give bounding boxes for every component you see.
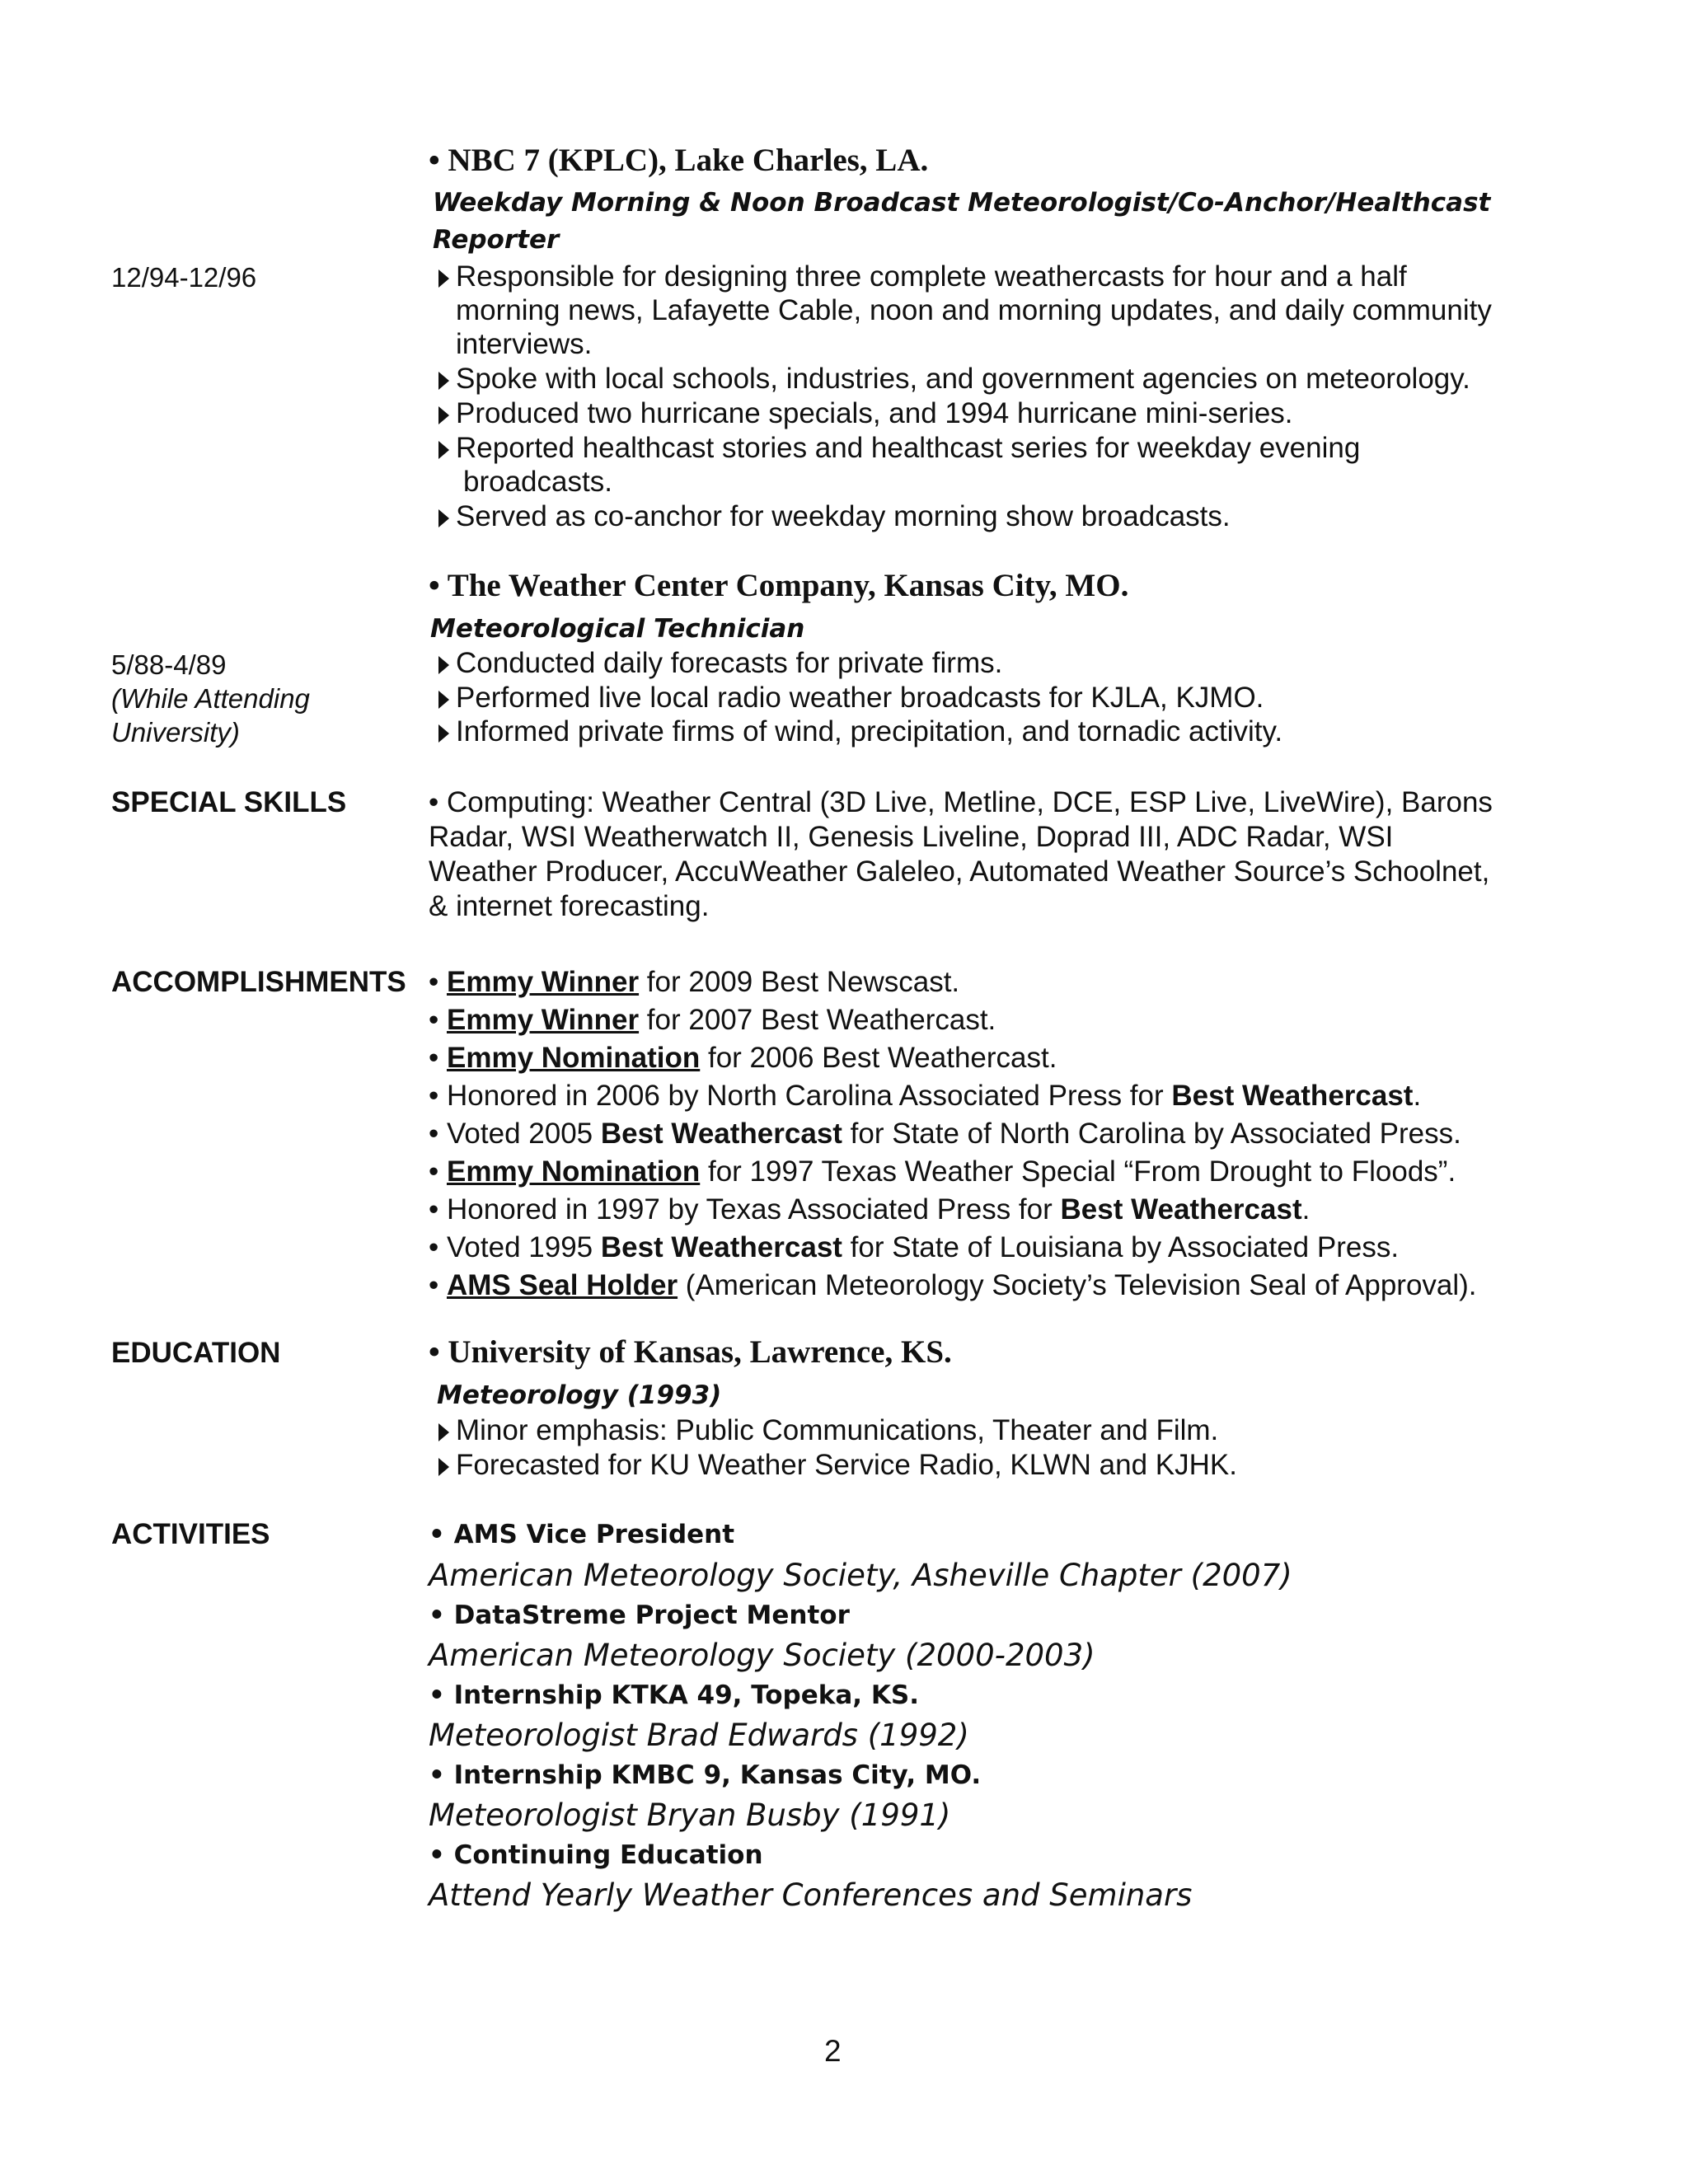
- accomplishment-item: • Emmy Nomination for 2006 Best Weathercast.: [429, 1042, 1057, 1074]
- job1-bullet4-line2: broadcasts.: [463, 466, 612, 498]
- job1-bullet2: Spoke with local schools, industries, and government agencies on meteorology.: [438, 363, 1470, 396]
- education-heading: EDUCATION: [111, 1337, 281, 1369]
- triangle-bullet-icon: [438, 1423, 449, 1441]
- special-skills-heading: SPECIAL SKILLS: [111, 786, 347, 818]
- job2-note-line1: (While Attending: [111, 683, 310, 714]
- triangle-bullet-icon: [438, 724, 449, 743]
- accomplishment-item: • Emmy Winner for 2009 Best Newscast.: [429, 966, 960, 998]
- job1-bullet4: Reported healthcast stories and healthcast series for weekday evening: [438, 432, 1360, 465]
- job2-bullet1: Conducted daily forecasts for private firms.: [438, 647, 1002, 680]
- triangle-bullet-icon: [438, 269, 449, 288]
- accomplishment-item: • Honored in 1997 by Texas Associated Press for Best Weathercast.: [429, 1193, 1311, 1226]
- activity-title: • Internship KMBC 9, Kansas City, MO.: [429, 1760, 982, 1790]
- job2-role: Meteorological Technician: [430, 614, 805, 644]
- job1-role-line1: Weekday Morning & Noon Broadcast Meteorologist/Co-Anchor/Healthcast: [433, 188, 1491, 218]
- accomplishment-item: • Emmy Nomination for 1997 Texas Weather Special “From Drought to Floods”.: [429, 1155, 1456, 1188]
- activities-heading: ACTIVITIES: [111, 1518, 270, 1550]
- triangle-bullet-icon: [438, 691, 449, 709]
- skills-line4: & internet forecasting.: [429, 890, 710, 922]
- accomplishments-heading: ACCOMPLISHMENTS: [111, 966, 406, 998]
- accomplishment-item: • Emmy Winner for 2007 Best Weathercast.: [429, 1004, 996, 1036]
- triangle-bullet-icon: [438, 509, 449, 527]
- activity-subtitle: American Meteorology Society, Asheville Chapter (2007): [429, 1558, 1292, 1593]
- accomplishment-item: • Voted 1995 Best Weathercast for State of Louisiana by Associated Press.: [429, 1231, 1400, 1263]
- triangle-bullet-icon: [438, 656, 449, 674]
- job1-bullet1-line2: morning news, Lafayette Cable, noon and morning updates, and daily community: [456, 294, 1492, 326]
- skills-line1: • Computing: Weather Central (3D Live, Metline, DCE, ESP Live, LiveWire), Barons: [429, 786, 1493, 818]
- job1-bullet5: Served as co-anchor for weekday morning show broadcasts.: [438, 500, 1231, 533]
- activity-subtitle: American Meteorology Society (2000-2003): [429, 1638, 1095, 1673]
- activity-title: • AMS Vice President: [429, 1520, 735, 1549]
- job2-bullet2: Performed live local radio weather broadcasts for KJLA, KJMO.: [438, 682, 1264, 715]
- skills-line3: Weather Producer, AccuWeather Galeleo, Automated Weather Source’s Schoolnet,: [429, 855, 1490, 888]
- triangle-bullet-icon: [438, 441, 449, 459]
- job1-bullet1-line3: interviews.: [456, 328, 593, 360]
- activity-title: • DataStreme Project Mentor: [429, 1601, 850, 1630]
- activity-title: • Internship KTKA 49, Topeka, KS.: [429, 1680, 919, 1710]
- page-number: 2: [824, 2034, 842, 2068]
- activity-subtitle: Attend Yearly Weather Conferences and Seminars: [429, 1877, 1193, 1913]
- job1-bullet3: Produced two hurricane specials, and 1994 hurricane mini-series.: [438, 397, 1293, 430]
- job1-bullet1: Responsible for designing three complete weathercasts for hour and a half: [438, 260, 1407, 293]
- education-org: • University of Kansas, Lawrence, KS.: [429, 1334, 952, 1370]
- triangle-bullet-icon: [438, 406, 449, 424]
- activity-subtitle: Meteorologist Brad Edwards (1992): [429, 1718, 969, 1753]
- accomplishment-item: • Voted 2005 Best Weathercast for State of North Carolina by Associated Press.: [429, 1118, 1461, 1150]
- job2-note-line2: University): [111, 717, 240, 748]
- activity-title: • Continuing Education: [429, 1840, 763, 1870]
- education-bullet1: Minor emphasis: Public Communications, Theater and Film.: [438, 1414, 1218, 1447]
- activity-subtitle: Meteorologist Bryan Busby (1991): [429, 1797, 951, 1833]
- accomplishment-item: • AMS Seal Holder (American Meteorology Society’s Television Seal of Approval).: [429, 1269, 1477, 1301]
- skills-line2: Radar, WSI Weatherwatch II, Genesis Liveline, Doprad III, ADC Radar, WSI: [429, 821, 1394, 853]
- job2-bullet3: Informed private firms of wind, precipitation, and tornadic activity.: [438, 715, 1282, 748]
- accomplishment-item: • Honored in 2006 by North Carolina Associated Press for Best Weathercast.: [429, 1080, 1422, 1112]
- job2-dates: 5/88-4/89: [111, 649, 227, 680]
- job1-dates: 12/94-12/96: [111, 262, 257, 293]
- triangle-bullet-icon: [438, 372, 449, 390]
- triangle-bullet-icon: [438, 1458, 449, 1476]
- job2-org: • The Weather Center Company, Kansas City, MO.: [429, 568, 1129, 603]
- job1-org: • NBC 7 (KPLC), Lake Charles, LA.: [429, 143, 929, 178]
- education-bullet2: Forecasted for KU Weather Service Radio, KLWN and KJHK.: [438, 1449, 1237, 1482]
- job1-role-line2: Reporter: [433, 225, 560, 255]
- education-degree: Meteorology (1993): [437, 1380, 722, 1410]
